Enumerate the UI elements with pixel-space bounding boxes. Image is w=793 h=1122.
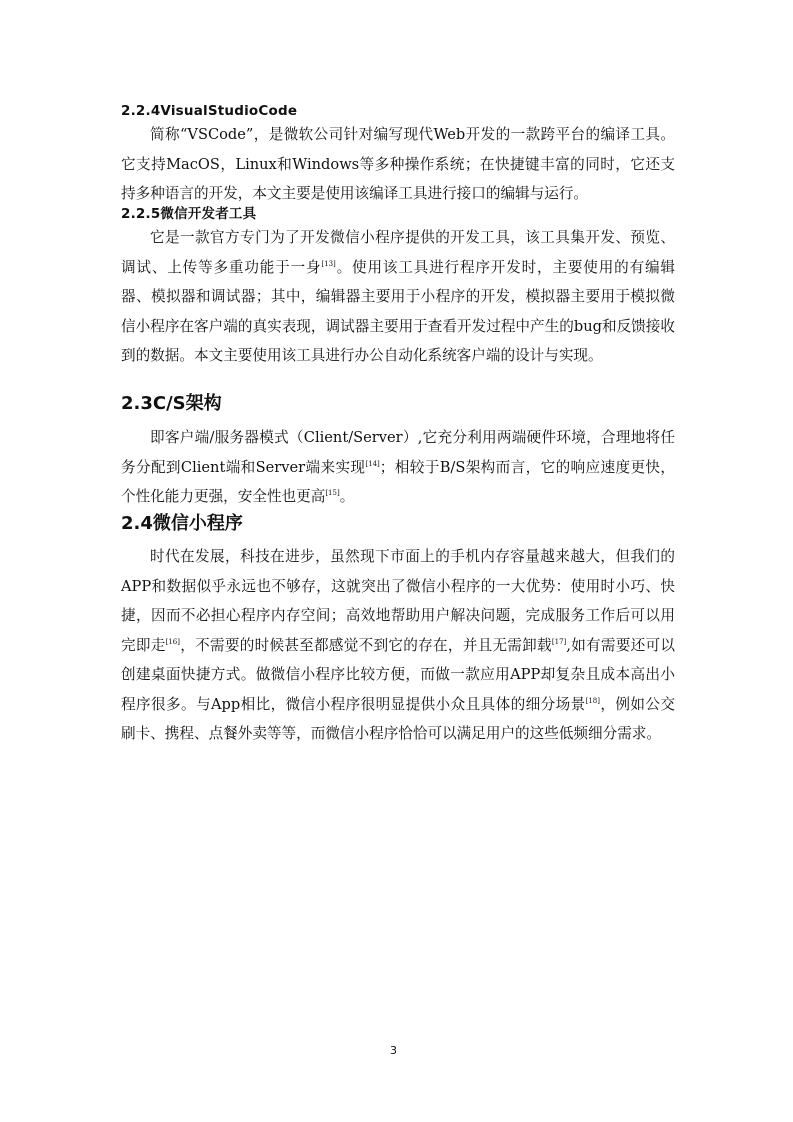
text-segment: ,如有需要还可以创建桌面快捷方式。做微信小程序比较方便，而做一款应用APP却复杂且成本高出小程序很多。与App相比，微信小程序很明显提供小众且具体的细分场景: [121, 636, 675, 713]
text-segment: 即客户端/服务器模式（Client/Server）,它充分利用两端硬件环境，合理地将任务分配到Client端和Server端来实现: [121, 429, 675, 476]
paragraph-vscode: 简称“VSCode”，是微软公司针对编写现代Web开发的一款跨平台的编译工具。它支持MacOS，Linux和Windows等多种操作系统；在快捷键丰富的同时，它还支持多种语言的开发，本文主要是使用该编译工具进行接口的编辑与运行。: [121, 126, 675, 202]
text-segment: 时代在发展，科技在进步，虽然现下市面上的手机内存容量越来越大，但我们的APP和数据似乎永远也不够存，这就突出了微信小程序的一大优势：使用时小巧、快捷，因而不必担心程序内存空间；高效地帮助用户解决问题，完成服务工作后可以用完即走: [121, 548, 675, 654]
section-heading-mini-program: 2.4微信小程序: [121, 513, 243, 534]
paragraph-cs-architecture: [121, 423, 675, 512]
citation-ref: [15]: [325, 489, 340, 498]
citation-ref: [16]: [165, 637, 180, 646]
text-segment: ，例如公交刷卡、携程、点餐外卖等等，而微信小程序恰恰可以满足用户的这些低频细分需求。: [121, 695, 675, 742]
text-segment: ，不需要的时候甚至都感觉不到它的存在，并且无需卸载: [179, 636, 552, 654]
section-heading-cs-architecture: 2.3C/S架构: [121, 393, 222, 414]
text-segment: 。: [339, 488, 355, 505]
paragraph-mini-program: [121, 542, 675, 749]
page-number: 3: [390, 1044, 397, 1057]
citation-ref: [14]: [365, 459, 380, 468]
text-segment: 它是一款官方专门为了开发微信小程序提供的开发工具，该工具集开发、预览、调试、上传等多重功能于一身: [121, 229, 675, 276]
text-segment: ；相较于B/S架构而言，它的响应速度更快，个性化能力更强，安全性也更高: [121, 458, 675, 505]
citation-ref: [13]: [321, 259, 336, 268]
citation-ref: [17]: [551, 637, 567, 646]
section-heading-vscode: 2.2.4VisualStudioCode: [121, 103, 298, 119]
text-segment: 。使用该工具进行程序开发时，主要使用的有编辑器、模拟器和调试器；其中，编辑器主要用于小程序的开发，模拟器主要用于模拟微信小程序在客户端的真实表现，调试器主要用于查看开发过程中产生的bug和反馈接收到的数据。本文主要使用该工具进行办公自动化系统客户端的设计与实现。: [121, 258, 675, 364]
citation-ref: [18]: [585, 696, 600, 705]
section-heading-wechat-devtools: 2.2.5微信开发者工具: [121, 206, 257, 222]
paragraph-wechat-devtools: [121, 223, 675, 371]
